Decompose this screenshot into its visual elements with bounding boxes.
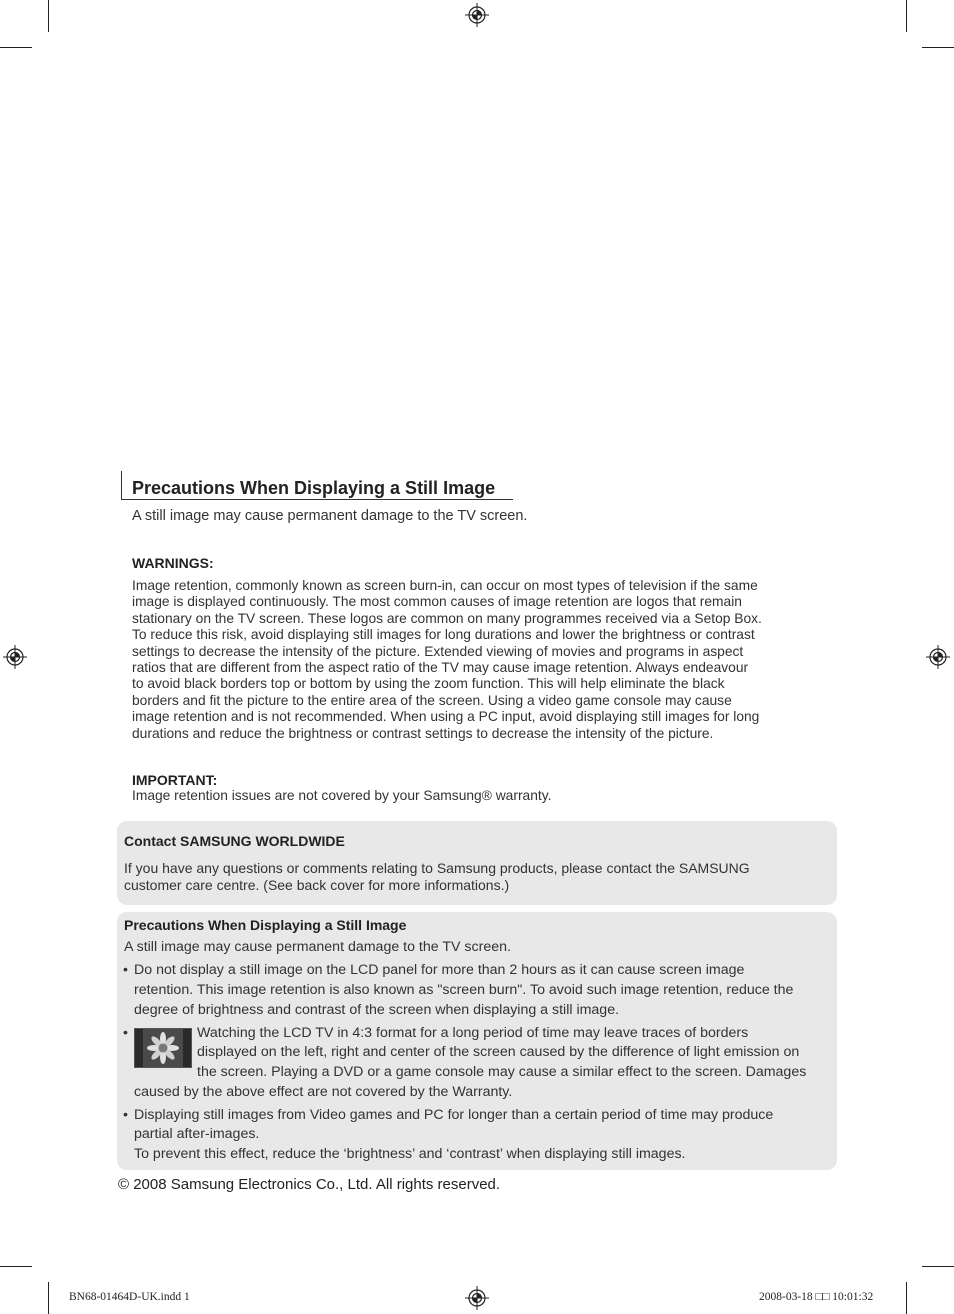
section-heading-rule: [121, 471, 122, 500]
warnings-line: settings to decrease the intensity of the picture. Extended viewing of movies and programs in aspect: [132, 643, 744, 659]
precautions-box: [117, 912, 837, 1170]
bullet-1-line: retention. This image retention is also known as "screen burn". To avoid such image retention, reduce the: [134, 982, 794, 998]
bullet-marker: •: [123, 1107, 128, 1123]
slug-filename: BN68-01464D-UK.indd 1: [69, 1291, 190, 1303]
bullet-2-line: displayed on the left, right and center of the screen caused by the difference of light emission on: [197, 1044, 800, 1060]
contact-box: [117, 821, 837, 905]
bullet-3-line: To prevent this effect, reduce the ‘brightness’ and ‘contrast’ when displaying still images.: [134, 1146, 686, 1162]
warnings-label: WARNINGS:: [132, 555, 214, 571]
bullet-2-line: the screen. Playing a DVD or a game console may cause a similar effect to the screen. Damages: [197, 1064, 807, 1080]
warnings-line: image is displayed continuously. The most common causes of image retention are logos that remain: [132, 594, 742, 610]
bullet-marker: •: [123, 962, 128, 978]
registration-mark-icon: [465, 1286, 489, 1310]
crop-mark: [0, 47, 32, 48]
section-intro: A still image may cause permanent damage to the TV screen.: [132, 508, 528, 524]
contact-line: If you have any questions or comments relating to Samsung products, please contact the SAMSUNG: [124, 860, 750, 876]
contact-box-title: Contact SAMSUNG WORLDWIDE: [124, 833, 345, 849]
warnings-line: image retention and is not recommended. When using a PC input, avoid displaying still images for long: [132, 709, 760, 725]
registration-mark-icon: [465, 3, 489, 27]
bullet-2-line: caused by the above effect are not covered by the Warranty.: [134, 1084, 513, 1100]
warnings-line: to avoid black borders top or bottom by using the zoom function. This will help eliminate the black: [132, 676, 725, 692]
warnings-line: stationary on the TV screen. These logos are common on many programmes received via a Setop Box.: [132, 610, 762, 626]
bullet-2-line: Watching the LCD TV in 4:3 format for a long period of time may leave traces of borders: [197, 1025, 749, 1041]
warnings-paragraph: [132, 578, 822, 742]
crop-mark: [906, 0, 907, 32]
warnings-line: ratios that are different from the aspect ratio of the TV may cause image retention. Always endeavour: [132, 660, 749, 676]
registration-mark-icon: [926, 645, 950, 669]
contact-box-text: [124, 860, 750, 893]
important-text: [132, 788, 822, 804]
section-heading-underline: [121, 499, 513, 500]
bullet-3-line: partial after-images.: [134, 1126, 260, 1142]
bullet-1-line: degree of brightness and contrast of the screen when displaying a still image.: [134, 1002, 620, 1018]
contact-line: customer care centre. (See back cover for more informations.): [124, 876, 510, 893]
section-title: Precautions When Displaying a Still Image: [132, 478, 496, 498]
warnings-line: borders and fit the picture to the entire area of the screen. Using a video game console may cause: [132, 692, 732, 708]
slug-datetime: 2008-03-18 □□ 10:01:32: [759, 1291, 874, 1303]
precautions-box-title: Precautions When Displaying a Still Image: [124, 917, 407, 933]
bullet-1-line: Do not display a still image on the LCD panel for more than 2 hours as it can cause screen image: [134, 962, 745, 978]
crop-mark: [48, 0, 49, 32]
crop-mark: [48, 1282, 49, 1314]
registration-mark-icon: [3, 645, 27, 669]
crop-mark: [922, 1266, 954, 1267]
precautions-box-intro: A still image may cause permanent damage to the TV screen.: [124, 939, 511, 955]
bullet-3-line: Displaying still images from Video games and PC for longer than a certain period of time may produce: [134, 1107, 774, 1123]
bullet-marker: •: [123, 1025, 128, 1041]
crop-mark: [922, 47, 954, 48]
warnings-line: To reduce this risk, avoid displaying still images for long durations and lower the brightness or contrast: [132, 627, 755, 643]
important-line: Image retention issues are not covered by your Samsung® warranty.: [132, 788, 552, 803]
flower-image-icon: [135, 1029, 191, 1067]
warnings-line: Image retention, commonly known as screen burn-in, can occur on most types of television if the same: [132, 578, 758, 593]
crop-mark: [0, 1266, 32, 1267]
still-image-thumbnail: [134, 1028, 192, 1068]
warnings-line: durations and reduce the brightness or contrast settings to decrease the intensity of the picture.: [132, 725, 714, 741]
copyright-notice: © 2008 Samsung Electronics Co., Ltd. All rights reserved.: [118, 1176, 501, 1193]
important-label: IMPORTANT:: [132, 772, 218, 788]
crop-mark: [906, 1282, 907, 1314]
